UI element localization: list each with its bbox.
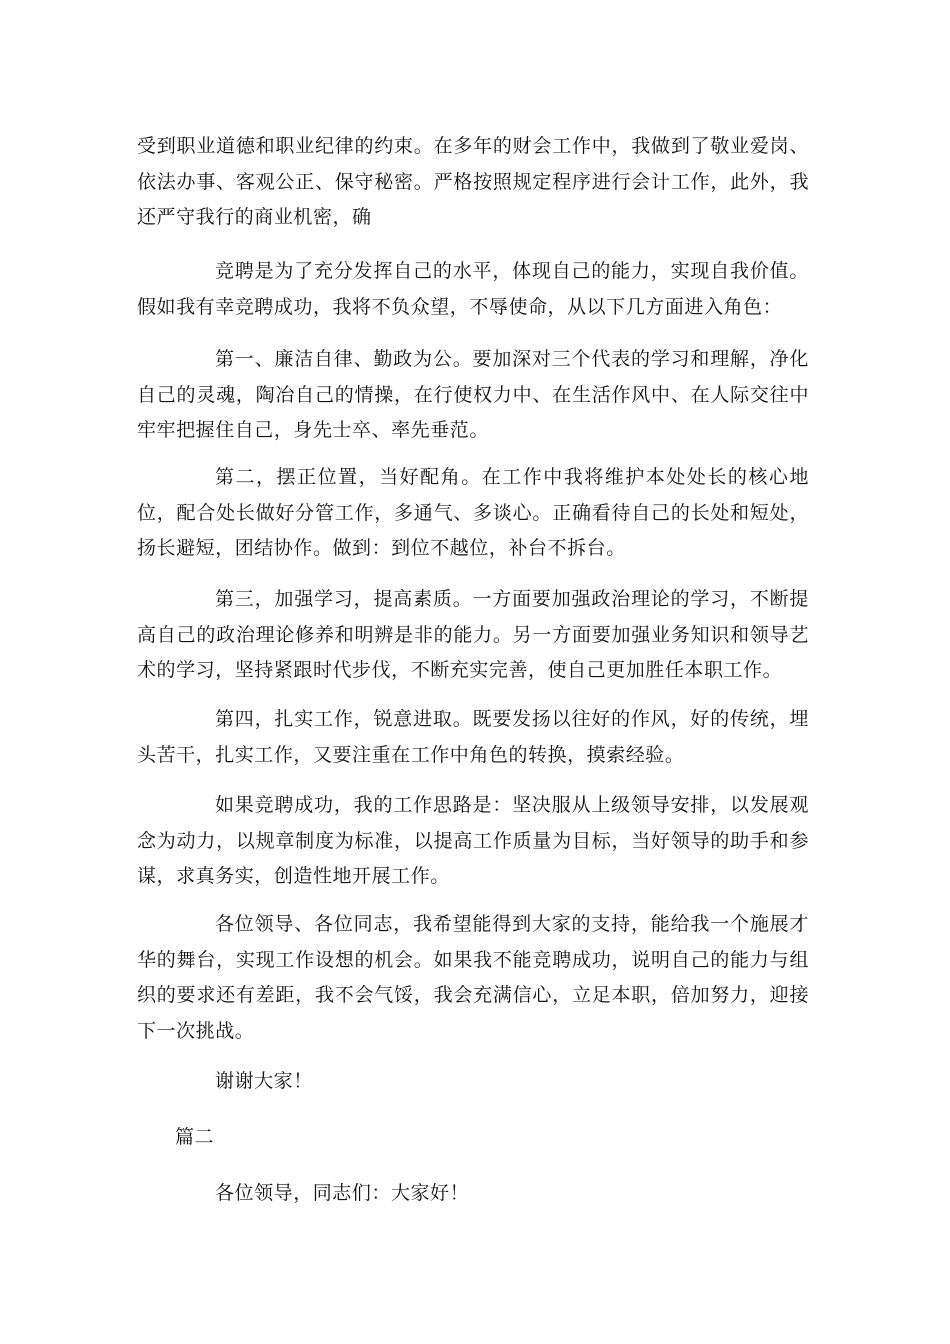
paragraph-work-plan: 如果竞聘成功，我的工作思路是：坚决服从上级领导安排，以发展观念为动力，以规章制度为标准，以提高工作质量为目标，当好领导的助手和参谋，求真务实，创造性地开展工作。 bbox=[137, 794, 809, 887]
paragraph-third-point: 第三，加强学习，提高素质。一方面要加强政治理论的学习，不断提高自己的政治理论修养和明辨是非的能力。另一方面要加强业务知识和领导艺术的学习，坚持紧跟时代步伐，不断充实完善，使自己更加胜任本职工作。 bbox=[137, 588, 809, 681]
section-heading: 篇二 bbox=[175, 1126, 215, 1148]
paragraph-purpose: 竞聘是为了充分发挥自己的水平，体现自己的能力，实现自我价值。假如我有幸竞聘成功，我将不负众望，不辱使命，从以下几方面进入角色： bbox=[137, 260, 809, 318]
thanks-line: 谢谢大家！ bbox=[215, 1070, 313, 1092]
paragraph-closing: 各位领导、各位同志，我希望能得到大家的支持，能给我一个施展才华的舞台，实现工作设想的机会。如果我不能竞聘成功，说明自己的能力与组织的要求还有差距，我不会气馁，我会充满信心，立足本职，倍加努力，迎接下一次挑战。 bbox=[137, 913, 809, 1042]
paragraph-second-point: 第二，摆正位置，当好配角。在工作中我将维护本处处长的核心地位，配合处长做好分管工作，多通气、多谈心。正确看待自己的长处和短处，扬长避短，团结协作。做到：到位不越位，补台不拆台。 bbox=[137, 466, 809, 559]
greeting-line: 各位领导，同志们：大家好！ bbox=[215, 1182, 470, 1204]
paragraph-professional-ethics: 受到职业道德和职业纪律的约束。在多年的财会工作中，我做到了敬业爱岗、依法办事、客观公正、保守秘密。严格按照规定程序进行会计工作，此外，我还严守我行的商业机密，确 bbox=[137, 135, 809, 228]
paragraph-fourth-point: 第四，扎实工作，锐意进取。既要发扬以往好的作风，好的传统，埋头苦干，扎实工作，又要注重在工作中角色的转换，摸索经验。 bbox=[137, 708, 809, 766]
paragraph-first-point: 第一、廉洁自律、勤政为公。要加深对三个代表的学习和理解，净化自己的灵魂，陶冶自己的情操，在行使权力中、在生活作风中、在人际交往中牢牢把握住自己，身先士卒、率先垂范。 bbox=[137, 348, 809, 441]
